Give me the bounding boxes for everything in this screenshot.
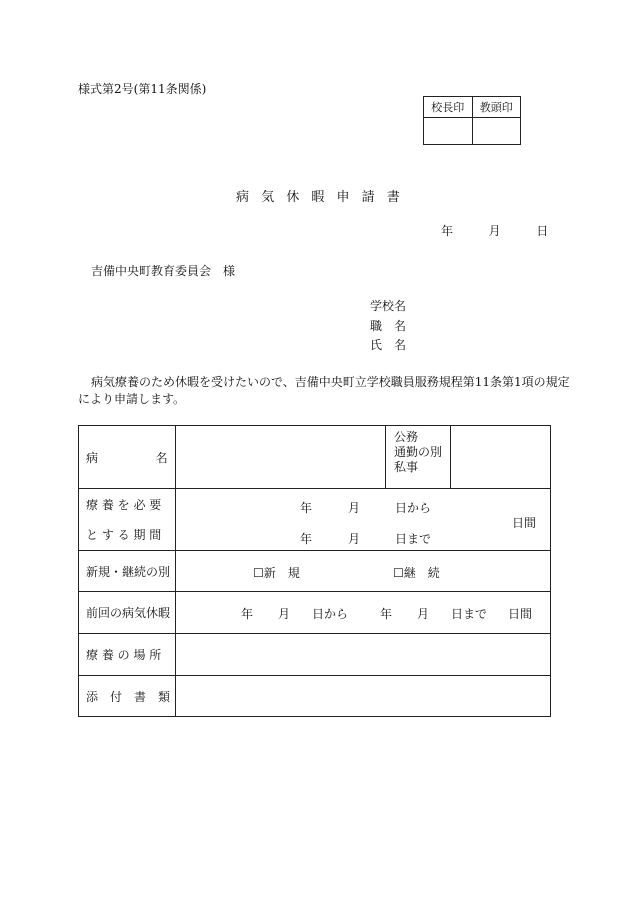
body-text-line2: により申請します。 bbox=[78, 392, 186, 406]
illness-type-private: 私事 bbox=[394, 460, 419, 474]
illness-type-commute: 通勤の別 bbox=[394, 445, 443, 459]
applicant-name-label: 氏 名 bbox=[370, 338, 407, 352]
date-month: 月 bbox=[488, 224, 501, 238]
prev-to-year: 年 bbox=[380, 607, 393, 621]
prev-to-month: 月 bbox=[417, 607, 430, 621]
period-from-year: 年 bbox=[300, 501, 313, 515]
place-row bbox=[79, 634, 551, 676]
approval-stamp-box bbox=[423, 96, 521, 145]
addressee: 吉備中央町教育委員会 様 bbox=[91, 264, 236, 278]
attachments-field[interactable] bbox=[176, 676, 551, 717]
continued-checkbox[interactable]: ☐継 続 bbox=[393, 566, 440, 580]
page-title: 病 気 休 暇 申 請 書 bbox=[236, 190, 400, 205]
place-label: 療 養 の 場 所 bbox=[79, 634, 176, 676]
period-from-month: 月 bbox=[348, 501, 361, 515]
period-label-1: 療 養 を 必 要 bbox=[86, 497, 162, 512]
date-year: 年 bbox=[441, 224, 454, 238]
vice-principal-seal-label: 教頭印 bbox=[472, 97, 521, 118]
illness-type-field[interactable] bbox=[451, 426, 551, 489]
principal-seal-label: 校長印 bbox=[424, 97, 473, 118]
leave-application-table bbox=[78, 425, 551, 717]
prev-from-month: 月 bbox=[278, 607, 291, 621]
vice-principal-seal-field[interactable] bbox=[472, 118, 521, 145]
illness-name-field[interactable] bbox=[176, 426, 385, 489]
attachments-label: 添 付 書 類 bbox=[79, 676, 176, 717]
period-label-cell bbox=[79, 489, 176, 551]
school-name-label: 学校名 bbox=[370, 299, 407, 313]
period-to-month: 月 bbox=[348, 532, 361, 546]
prev-from-year: 年 bbox=[241, 607, 254, 621]
principal-seal-field[interactable] bbox=[424, 118, 473, 145]
prev-from-label: 日から bbox=[312, 607, 349, 621]
period-to-year: 年 bbox=[300, 532, 313, 546]
period-days-label: 日間 bbox=[512, 516, 537, 530]
period-to-label: 日まで bbox=[395, 532, 432, 546]
period-label-2: と す る 期 間 bbox=[86, 527, 162, 542]
period-row bbox=[79, 489, 551, 551]
form-number: 様式第2号(第11条関係) bbox=[78, 82, 207, 96]
new-continued-row bbox=[79, 551, 551, 592]
period-from-label: 日から bbox=[395, 501, 432, 515]
illness-label-b: 名 bbox=[155, 450, 168, 465]
illness-label-cell bbox=[79, 426, 176, 489]
illness-label-a: 病 bbox=[86, 450, 99, 465]
illness-type-box bbox=[385, 426, 451, 489]
previous-leave-label: 前回の病気休暇 bbox=[79, 592, 176, 634]
place-field[interactable] bbox=[176, 634, 551, 676]
body-text-line1: 病気療養のため休暇を受けたいので、吉備中央町立学校職員服務規程第11条第1項の規定 bbox=[91, 375, 570, 389]
illness-row bbox=[79, 426, 551, 489]
date-day: 日 bbox=[536, 224, 549, 238]
previous-leave-cell[interactable] bbox=[176, 592, 551, 634]
period-cell[interactable] bbox=[176, 489, 551, 551]
prev-days-label: 日間 bbox=[508, 607, 533, 621]
new-continued-cell bbox=[176, 551, 551, 592]
previous-leave-row bbox=[79, 592, 551, 634]
illness-type-official: 公務 bbox=[394, 430, 419, 444]
date-line bbox=[441, 222, 548, 239]
new-continued-label: 新規・継続の別 bbox=[79, 551, 176, 592]
prev-to-label: 日まで bbox=[451, 607, 488, 621]
position-label: 職 名 bbox=[370, 319, 407, 333]
new-checkbox[interactable]: ☐新 規 bbox=[253, 566, 300, 580]
illness-cell bbox=[176, 426, 551, 489]
attachments-row bbox=[79, 676, 551, 717]
